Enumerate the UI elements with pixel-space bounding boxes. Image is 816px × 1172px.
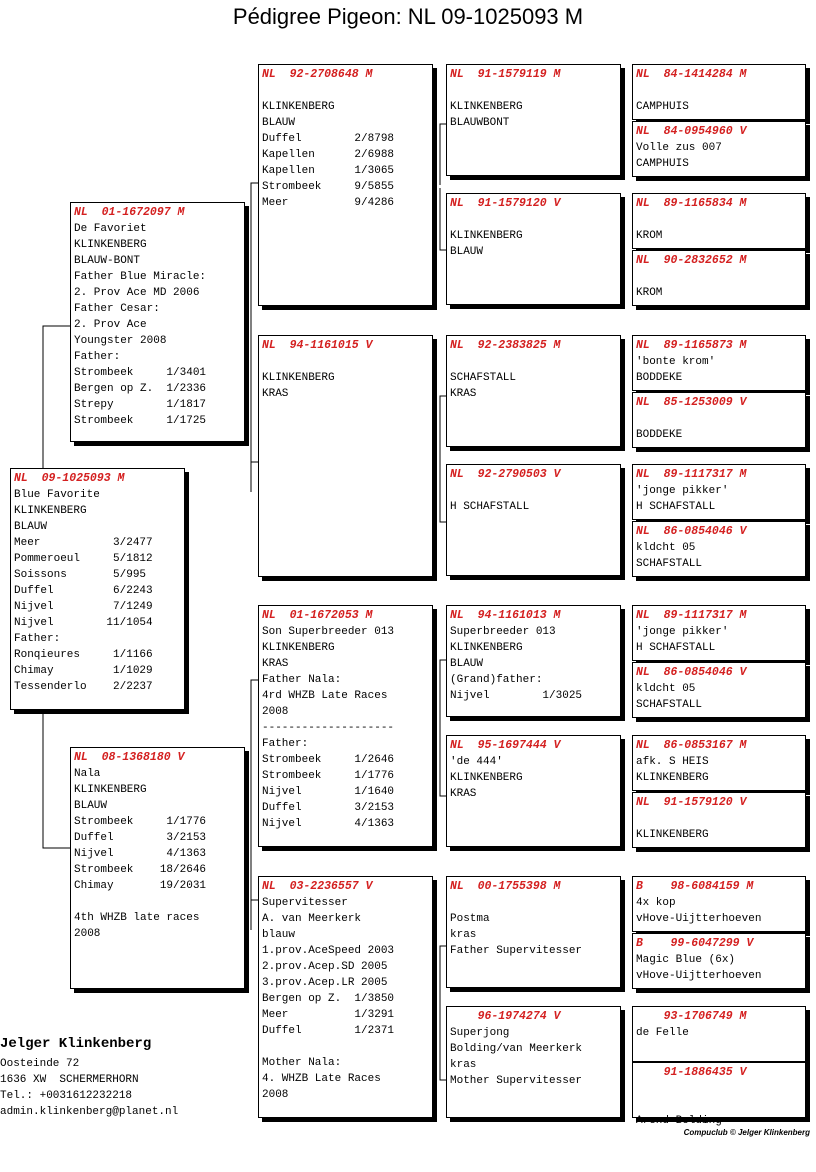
pigeon-card-g4-13[interactable]: B 98-6084159 M 4x kop vHove-Uijtterhoeven [632,876,806,932]
pigeon-card-father[interactable]: NL 01-1672097 M De Favoriet KLINKENBERG BLAUW-BONT Father Blue Miracle: 2. Prov Ace MD 2006 Father Cesar: 2. Prov Ace Youngster 2008 Father: Strombeek 1/3401 Bergen op Z. 1/2336 Strepy 1/1817 Strombeek 1/1725 [70,202,245,442]
ring-number: NL 89-1117317 M [636,468,747,481]
ring-number: NL 84-0954960 V [636,125,747,138]
pigeon-card-g4-2[interactable]: NL 84-0954960 V Volle zus 007 CAMPHUIS [632,121,806,177]
pigeon-card-g4-11[interactable]: NL 86-0853167 M afk. S HEIS KLINKENBERG [632,735,806,791]
pigeon-card-g4-5[interactable]: NL 89-1165873 M 'bonte krom' BODDEKE [632,335,806,391]
pigeon-card-fmm[interactable]: NL 92-2790503 V H SCHAFSTALL [446,464,621,576]
ring-number: 96-1974274 V [450,1010,561,1023]
ring-number: NL 01-1672097 M [74,206,185,219]
ring-number: NL 89-1165834 M [636,197,747,210]
ring-number: NL 94-1161013 M [450,609,561,622]
ring-number: 93-1706749 M [636,1010,747,1023]
ring-number: NL 09-1025093 M [14,472,125,485]
pigeon-card-fmf[interactable]: NL 92-2383825 M SCHAFSTALL KRAS [446,335,621,447]
ring-number: NL 89-1165873 M [636,339,747,352]
ring-number: NL 91-1579119 M [450,68,561,81]
owner-address: Oosteinde 72 [0,1058,80,1070]
owner-email: admin.klinkenberg@planet.nl [0,1106,179,1118]
pigeon-card-fff[interactable]: NL 91-1579119 M KLINKENBERG BLAUWBONT [446,64,621,176]
ring-number: NL 89-1117317 M [636,609,747,622]
pigeon-card-maternal-grandmother[interactable]: NL 03-2236557 V Supervitesser A. van Meerkerk blauw 1.prov.AceSpeed 2003 2.prov.Acep.SD 2005 3.prov.Acep.LR 2005 Bergen op Z. 1/3850 Meer 1/3291 Duffel 1/2371 Mother Nala: 4. WHZB Late Races 2008 [258,876,433,1118]
pigeon-card-paternal-grandmother[interactable]: NL 94-1161015 V KLINKENBERG KRAS [258,335,433,577]
ring-number: NL 90-2832652 M [636,254,747,267]
ring-number: NL 91-1579120 V [636,796,747,809]
pigeon-card-g4-9[interactable]: NL 89-1117317 M 'jonge pikker' H SCHAFSTALL [632,605,806,661]
pigeon-card-g4-3[interactable]: NL 89-1165834 M KROM [632,193,806,249]
ring-number: NL 84-1414284 M [636,68,747,81]
pigeon-card-mother[interactable]: NL 08-1368180 V Nala KLINKENBERG BLAUW Strombeek 1/1776 Duffel 3/2153 Nijvel 4/1363 Strombeek 18/2646 Chimay 19/2031 4th WHZB late races 2008 [70,747,245,989]
page-title: Pédigree Pigeon: NL 09-1025093 M [232,4,584,29]
footer-credit: Compuclub © Jelger Klinkenberg [683,1128,810,1137]
ring-number: NL 92-2708648 M [262,68,373,81]
ring-number: NL 95-1697444 V [450,739,561,752]
ring-number: NL 85-1253009 V [636,396,747,409]
pigeon-card-g4-6[interactable]: NL 85-1253009 V BODDEKE [632,392,806,448]
ring-number: NL 91-1579120 V [450,197,561,210]
owner-name: Jelger Klinkenberg [0,1036,152,1052]
pigeon-card-g4-8[interactable]: NL 86-0854046 V kldcht 05 SCHAFSTALL [632,521,806,577]
owner-phone: Tel.: +0031612232218 [0,1090,133,1102]
ring-number: 91-1886435 V [636,1066,747,1079]
pigeon-card-mfm[interactable]: NL 95-1697444 V 'de 444' KLINKENBERG KRAS [446,735,621,847]
pigeon-card-ffm[interactable]: NL 91-1579120 V KLINKENBERG BLAUW [446,193,621,305]
pigeon-card-g4-1[interactable]: NL 84-1414284 M CAMPHUIS [632,64,806,120]
ring-number: NL 92-2383825 M [450,339,561,352]
ring-number: NL 03-2236557 V [262,880,373,893]
ring-number: NL 94-1161015 V [262,339,373,352]
pigeon-card-g4-14[interactable]: B 99-6047299 V Magic Blue (6x) vHove-Uijtterhoeven [632,933,806,989]
pigeon-card-g4-15[interactable]: 93-1706749 M de Felle [632,1006,806,1062]
pigeon-card-g4-7[interactable]: NL 89-1117317 M 'jonge pikker' H SCHAFSTALL [632,464,806,520]
pigeon-card-g4-16[interactable]: 91-1886435 V Arend Bolding [632,1062,806,1118]
ring-number: B 99-6047299 V [636,937,754,950]
ring-number: NL 86-0854046 V [636,666,747,679]
pigeon-card-g4-4[interactable]: NL 90-2832652 M KROM [632,250,806,306]
owner-city: 1636 XW SCHERMERHORN [0,1074,139,1086]
pigeon-card-subject[interactable]: NL 09-1025093 M Blue Favorite KLINKENBERG BLAUW Meer 3/2477 Pommeroeul 5/1812 Soissons 5/995 Duffel 6/2243 Nijvel 7/1249 Nijvel 11/1054 Father: Ronqieures 1/1166 Chimay 1/1029 Tessenderlo 2/2237 [10,468,185,710]
pigeon-card-mff[interactable]: NL 94-1161013 M Superbreeder 013 KLINKENBERG BLAUW (Grand)father: Nijvel 1/3025 [446,605,621,717]
ring-number: NL 00-1755398 M [450,880,561,893]
pigeon-card-g4-12[interactable]: NL 91-1579120 V KLINKENBERG [632,792,806,848]
pigeon-card-mmf[interactable]: NL 00-1755398 M Postma kras Father Supervitesser [446,876,621,988]
ring-number: NL 92-2790503 V [450,468,561,481]
ring-number: NL 86-0854046 V [636,525,747,538]
pigeon-card-paternal-grandfather[interactable]: NL 92-2708648 M KLINKENBERG BLAUW Duffel 2/8798 Kapellen 2/6988 Kapellen 1/3065 Strombeek 9/5855 Meer 9/4286 [258,64,433,306]
pigeon-card-mmm[interactable]: 96-1974274 V Superjong Bolding/van Meerkerk kras Mother Supervitesser [446,1006,621,1118]
pigeon-card-g4-10[interactable]: NL 86-0854046 V kldcht 05 SCHAFSTALL [632,662,806,718]
ring-number: NL 01-1672053 M [262,609,373,622]
ring-number: B 98-6084159 M [636,880,754,893]
owner-info [0,1036,178,1120]
pigeon-card-maternal-grandfather[interactable]: NL 01-1672053 M Son Superbreeder 013 KLINKENBERG KRAS Father Nala: 4rd WHZB Late Races 2008 -------------------- Father: Strombeek 1/2646 Strombeek 1/1776 Nijvel 1/1640 Duffel 3/2153 Nijvel 4/1363 [258,605,433,847]
ring-number: NL 08-1368180 V [74,751,185,764]
ring-number: NL 86-0853167 M [636,739,747,752]
